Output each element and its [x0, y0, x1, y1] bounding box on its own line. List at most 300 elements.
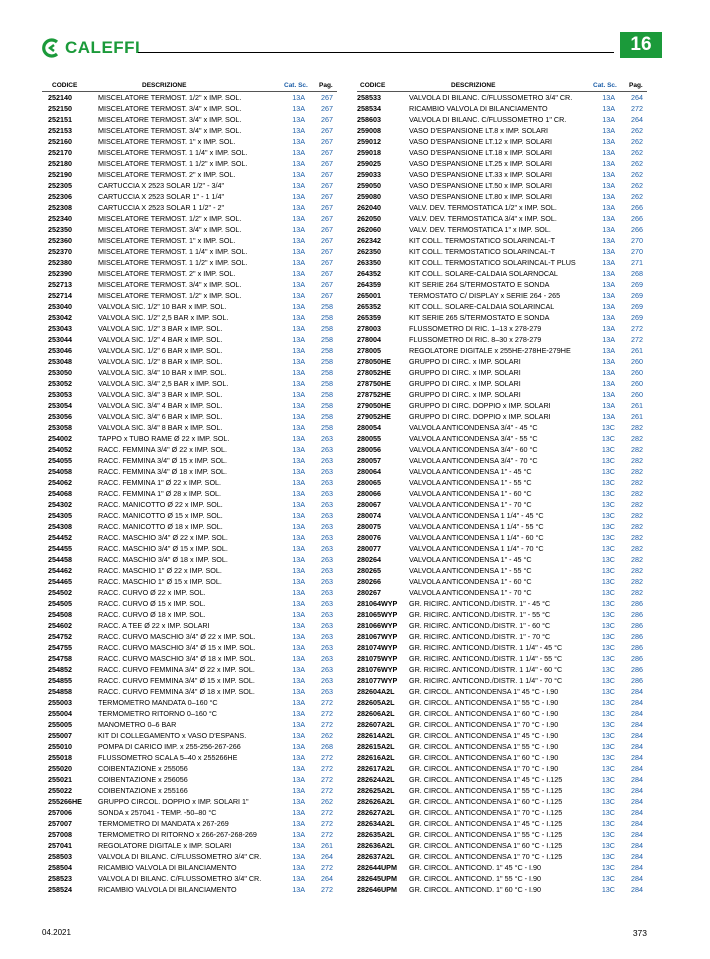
item-code: 262350	[357, 247, 381, 256]
item-code: 280075	[357, 522, 381, 531]
item-code: 257041	[48, 841, 72, 850]
item-category: 13C	[601, 808, 615, 817]
item-page: 261	[631, 346, 643, 355]
item-page: 284	[631, 786, 643, 795]
item-description: VALVOLA SIC. 1/2" 4 BAR x IMP. SOL.	[98, 335, 223, 344]
item-page: 258	[321, 346, 333, 355]
table-row	[357, 554, 647, 565]
table-row	[42, 840, 337, 851]
item-code: 252380	[48, 258, 72, 267]
item-category: 13A	[292, 236, 305, 245]
item-page: 263	[321, 467, 333, 476]
item-category: 13C	[601, 852, 615, 861]
item-code: 281074WYP	[357, 643, 398, 652]
item-category: 13A	[602, 225, 615, 234]
table-header	[42, 80, 337, 92]
table-row	[357, 807, 647, 818]
table-row	[42, 609, 337, 620]
item-code: 257008	[48, 830, 72, 839]
item-description: RACC. MASCHIO 1" Ø 15 x IMP. SOL.	[98, 577, 222, 586]
item-page: 272	[321, 885, 333, 894]
table-row	[42, 730, 337, 741]
item-page: 282	[631, 533, 643, 542]
item-page: 266	[631, 225, 643, 234]
item-category: 13A	[602, 269, 615, 278]
left-column-table	[42, 80, 337, 895]
item-code: 262040	[357, 203, 381, 212]
item-category: 13A	[292, 214, 305, 223]
item-page: 270	[631, 247, 643, 256]
header-page: Pag.	[319, 82, 333, 89]
item-code: 258524	[48, 885, 72, 894]
item-category: 13A	[292, 709, 305, 718]
table-row	[357, 664, 647, 675]
table-row	[42, 92, 337, 103]
item-description: GRUPPO DI CIRC. x IMP. SOLARI	[409, 379, 521, 388]
item-description: VALVOLA ANTICONDENSA 1" - 60 °C	[409, 489, 532, 498]
item-page: 267	[321, 247, 333, 256]
item-page: 272	[321, 753, 333, 762]
item-code: 252714	[48, 291, 72, 300]
item-description: GR. RICIRC. ANTICOND./DISTR. 1 1/4" - 45 °C	[409, 643, 563, 652]
item-category: 13A	[292, 258, 305, 267]
item-page: 284	[631, 698, 643, 707]
page-header	[42, 32, 662, 62]
item-category: 13C	[601, 676, 615, 685]
item-page: 262	[321, 797, 333, 806]
item-page: 262	[631, 137, 643, 146]
item-code: 264352	[357, 269, 381, 278]
item-page: 258	[321, 423, 333, 432]
table-row	[357, 367, 647, 378]
item-code: 282606A2L	[357, 709, 395, 718]
item-page: 267	[321, 236, 333, 245]
item-page: 282	[631, 423, 643, 432]
table-row	[357, 389, 647, 400]
item-code: 258503	[48, 852, 72, 861]
item-page: 282	[631, 456, 643, 465]
table-row	[357, 631, 647, 642]
item-code: 253042	[48, 313, 72, 322]
item-code: 255266HE	[48, 797, 82, 806]
item-category: 13C	[601, 621, 615, 630]
item-code: 255010	[48, 742, 72, 751]
item-category: 13A	[292, 137, 305, 146]
item-code: 282615A2L	[357, 742, 395, 751]
item-description: GRUPPO CIRCOL. DOPPIO x IMP. SOLARI 1"	[98, 797, 249, 806]
item-code: 265001	[357, 291, 381, 300]
item-page: 258	[321, 390, 333, 399]
item-category: 13C	[601, 775, 615, 784]
item-category: 13C	[601, 764, 615, 773]
item-code: 282645UPM	[357, 874, 397, 883]
table-row	[42, 345, 337, 356]
table-row	[357, 312, 647, 323]
item-category: 13A	[292, 786, 305, 795]
table-row	[357, 400, 647, 411]
item-code: 254752	[48, 632, 72, 641]
item-code: 282634A2L	[357, 819, 395, 828]
item-page: 282	[631, 555, 643, 564]
item-description: KIT COLL. TERMOSTATICO SOLARINCAL-T	[409, 247, 556, 256]
item-code: 259012	[357, 137, 381, 146]
item-page: 284	[631, 863, 643, 872]
table-row	[357, 708, 647, 719]
item-code: 254755	[48, 643, 72, 652]
table-row	[357, 686, 647, 697]
item-page: 272	[321, 775, 333, 784]
item-description: RACC. FEMMINA 3/4" Ø 18 x IMP. SOL.	[98, 467, 228, 476]
item-category: 13A	[292, 500, 305, 509]
item-page: 269	[631, 313, 643, 322]
table-row	[42, 477, 337, 488]
item-description: VALVOLA SIC. 3/4" 10 BAR x IMP. SOL.	[98, 368, 227, 377]
table-row	[357, 620, 647, 631]
item-code: 281064WYP	[357, 599, 398, 608]
table-row	[42, 708, 337, 719]
item-category: 13A	[292, 302, 305, 311]
item-code: 252180	[48, 159, 72, 168]
item-page: 269	[631, 291, 643, 300]
item-description: FLUSSOMETRO SCALA 5–40 x 255266HE	[98, 753, 238, 762]
item-code: 254452	[48, 533, 72, 542]
table-row	[357, 411, 647, 422]
item-code: 278004	[357, 335, 381, 344]
item-category: 13C	[601, 478, 615, 487]
item-page: 267	[321, 170, 333, 179]
item-category: 13A	[292, 533, 305, 542]
item-page: 263	[321, 687, 333, 696]
item-description: VALVOLA DI BILANC. C/FLUSSOMETRO 3/4" CR.	[98, 852, 262, 861]
item-code: 252160	[48, 137, 72, 146]
item-category: 13C	[601, 786, 615, 795]
item-category: 13C	[601, 500, 615, 509]
table-row	[42, 147, 337, 158]
item-page: 284	[631, 885, 643, 894]
item-page: 267	[321, 93, 333, 102]
item-description: VALVOLA SIC. 3/4" 2,5 BAR x IMP. SOL.	[98, 379, 229, 388]
item-page: 258	[321, 357, 333, 366]
table-row	[42, 466, 337, 477]
table-row	[42, 697, 337, 708]
item-category: 13A	[292, 852, 305, 861]
item-code: 252360	[48, 236, 72, 245]
item-description: RACC. CURVO MASCHIO 3/4" Ø 18 x IMP. SOL.	[98, 654, 256, 663]
table-row	[42, 125, 337, 136]
item-description: VALVOLA SIC. 3/4" 6 BAR x IMP. SOL.	[98, 412, 223, 421]
item-description: GRUPPO DI CIRC. x IMP. SOLARI	[409, 357, 521, 366]
item-page: 267	[321, 291, 333, 300]
item-code: 282636A2L	[357, 841, 395, 850]
item-description: RACC. MASCHIO 1" Ø 22 x IMP. SOL.	[98, 566, 222, 575]
item-page: 263	[321, 489, 333, 498]
item-code: 281066WYP	[357, 621, 398, 630]
table-row	[42, 884, 337, 895]
item-page: 286	[631, 610, 643, 619]
item-code: 282607A2L	[357, 720, 395, 729]
item-description: MISCELATORE TERMOST. 1" x IMP. SOL.	[98, 236, 236, 245]
item-description: GR. CIRCOL. ANTICONDENSA 1" 55 °C - I.125	[409, 786, 563, 795]
item-description: GR. CIRCOL. ANTICOND. 1" 45 °C - I.90	[409, 863, 542, 872]
item-code: 254058	[48, 467, 72, 476]
item-description: GR. RICIRC. ANTICOND./DISTR. 1" - 45 °C	[409, 599, 551, 608]
item-description: TERMOMETRO MANDATA 0–160 °C	[98, 698, 218, 707]
table-row	[357, 488, 647, 499]
table-row	[357, 279, 647, 290]
item-category: 13A	[292, 764, 305, 773]
item-category: 13A	[292, 511, 305, 520]
item-code: 278750HE	[357, 379, 391, 388]
item-category: 13A	[292, 445, 305, 454]
item-category: 13A	[602, 401, 615, 410]
item-page: 284	[631, 742, 643, 751]
item-code: 253054	[48, 401, 72, 410]
item-page: 267	[321, 115, 333, 124]
item-page: 263	[321, 632, 333, 641]
item-category: 13C	[601, 434, 615, 443]
item-page: 282	[631, 445, 643, 454]
item-page: 284	[631, 841, 643, 850]
table-row	[42, 400, 337, 411]
item-description: VALVOLA ANTICONDENSA 1 1/4" - 45 °C	[409, 511, 544, 520]
item-description: RACC. FEMMINA 3/4" Ø 22 x IMP. SOL.	[98, 445, 228, 454]
table-row	[357, 257, 647, 268]
item-page: 284	[631, 819, 643, 828]
item-category: 13C	[601, 610, 615, 619]
item-code: 278752HE	[357, 390, 391, 399]
item-description: MISCELATORE TERMOST. 1 1/2" x IMP. SOL.	[98, 159, 248, 168]
item-category: 13A	[292, 225, 305, 234]
item-description: GR. RICIRC. ANTICOND./DISTR. 1 1/4" - 70 °C	[409, 676, 563, 685]
item-category: 13A	[292, 720, 305, 729]
item-page: 272	[321, 819, 333, 828]
item-code: 281076WYP	[357, 665, 398, 674]
item-code: 278050HE	[357, 357, 391, 366]
item-category: 13A	[292, 687, 305, 696]
item-category: 13A	[292, 643, 305, 652]
item-page: 284	[631, 808, 643, 817]
item-category: 13A	[292, 368, 305, 377]
item-code: 254602	[48, 621, 72, 630]
item-page: 267	[321, 181, 333, 190]
item-category: 13A	[292, 731, 305, 740]
item-code: 280077	[357, 544, 381, 553]
item-category: 13C	[601, 643, 615, 652]
table-row	[42, 598, 337, 609]
table-row	[42, 631, 337, 642]
table-row	[42, 565, 337, 576]
item-page: 263	[321, 445, 333, 454]
item-page: 263	[321, 456, 333, 465]
item-description: RACC. CURVO FEMMINA 3/4" Ø 18 x IMP. SOL.	[98, 687, 255, 696]
item-category: 13A	[292, 555, 305, 564]
item-category: 13A	[292, 819, 305, 828]
table-row	[357, 653, 647, 664]
table-row	[42, 686, 337, 697]
item-description: MISCELATORE TERMOST. 1/2" x IMP. SOL.	[98, 93, 242, 102]
item-page: 258	[321, 324, 333, 333]
item-code: 252308	[48, 203, 72, 212]
item-category: 13A	[602, 313, 615, 322]
item-code: 255022	[48, 786, 72, 795]
table-row	[42, 587, 337, 598]
item-description: KIT COLL. TERMOSTATICO SOLARINCAL-T	[409, 236, 556, 245]
table-row	[357, 125, 647, 136]
item-page: 272	[321, 830, 333, 839]
item-page: 286	[631, 643, 643, 652]
table-row	[357, 587, 647, 598]
item-description: COIBENTAZIONE x 255166	[98, 786, 188, 795]
item-description: MISCELATORE TERMOST. 1 1/4" x IMP. SOL.	[98, 247, 248, 256]
item-page: 262	[321, 731, 333, 740]
item-description: TAPPO x TUBO RAME Ø 22 x IMP. SOL.	[98, 434, 230, 443]
table-row	[357, 158, 647, 169]
item-code: 252151	[48, 115, 72, 124]
item-code: 280076	[357, 533, 381, 542]
item-description: GR. CIRCOL. ANTICONDENSA 1" 60 °C - I.125	[409, 841, 563, 850]
table-row	[357, 818, 647, 829]
table-row	[357, 103, 647, 114]
item-page: 258	[321, 401, 333, 410]
header-description: DESCRIZIONE	[451, 82, 496, 89]
item-code: 280067	[357, 500, 381, 509]
item-category: 13A	[292, 775, 305, 784]
table-row	[357, 521, 647, 532]
item-page: 282	[631, 434, 643, 443]
item-page: 282	[631, 489, 643, 498]
table-row	[357, 345, 647, 356]
table-row	[42, 543, 337, 554]
item-code: 252190	[48, 170, 72, 179]
item-description: KIT COLL. SOLARE-CALDAIA SOLARINCAL	[409, 302, 555, 311]
table-row	[357, 884, 647, 895]
item-page: 261	[631, 401, 643, 410]
table-row	[42, 202, 337, 213]
item-code: 253043	[48, 324, 72, 333]
table-row	[42, 675, 337, 686]
item-code: 282625A2L	[357, 786, 395, 795]
item-description: GR. CIRCOL. ANTICONDENSA 1" 45 °C - I.125	[409, 775, 563, 784]
item-page: 282	[631, 588, 643, 597]
item-description: VALVOLA SIC. 3/4" 4 BAR x IMP. SOL.	[98, 401, 223, 410]
item-category: 13A	[602, 346, 615, 355]
item-category: 13A	[292, 423, 305, 432]
item-page: 268	[321, 742, 333, 751]
item-category: 13C	[601, 456, 615, 465]
item-category: 13A	[602, 280, 615, 289]
item-page: 267	[321, 225, 333, 234]
item-page: 286	[631, 599, 643, 608]
item-code: 259080	[357, 192, 381, 201]
item-code: 280264	[357, 555, 381, 564]
item-category: 13A	[292, 665, 305, 674]
item-page: 262	[631, 159, 643, 168]
item-code: 252306	[48, 192, 72, 201]
item-category: 13A	[292, 874, 305, 883]
item-description: RICAMBIO VALVOLA DI BILANCIAMENTO	[98, 885, 237, 894]
table-row	[42, 334, 337, 345]
item-category: 13A	[602, 181, 615, 190]
item-category: 13C	[601, 841, 615, 850]
item-description: GR. CIRCOL. ANTICONDENSA 1" 55 °C - I.125	[409, 830, 563, 839]
item-code: 255003	[48, 698, 72, 707]
item-code: 254758	[48, 654, 72, 663]
item-description: KIT SERIE 265 S/TERMOSTATO E SONDA	[409, 313, 550, 322]
item-page: 284	[631, 797, 643, 806]
table-row	[42, 785, 337, 796]
item-page: 258	[321, 302, 333, 311]
item-page: 282	[631, 566, 643, 575]
header-cat: Cat. Sc.	[593, 82, 617, 89]
item-description: GR. CIRCOL. ANTICONDENSA 1" 60 °C - I.125	[409, 797, 563, 806]
table-row	[42, 862, 337, 873]
item-code: 258523	[48, 874, 72, 883]
item-category: 13A	[292, 412, 305, 421]
item-category: 13C	[601, 687, 615, 696]
item-category: 13A	[602, 214, 615, 223]
item-description: GR. CIRCOL. ANTICOND. 1" 55 °C - I.90	[409, 874, 542, 883]
table-row	[357, 840, 647, 851]
item-page: 284	[631, 687, 643, 696]
item-description: MISCELATORE TERMOST. 1 1/2" x IMP. SOL.	[98, 258, 248, 267]
item-category: 13A	[292, 313, 305, 322]
item-page: 272	[631, 324, 643, 333]
item-page: 268	[631, 269, 643, 278]
page-number: 373	[632, 928, 647, 938]
item-category: 13A	[292, 203, 305, 212]
table-row	[357, 224, 647, 235]
table-row	[42, 851, 337, 862]
item-page: 263	[321, 478, 333, 487]
table-row	[357, 785, 647, 796]
item-code: 252390	[48, 269, 72, 278]
table-row	[357, 213, 647, 224]
item-page: 286	[631, 676, 643, 685]
table-row	[42, 279, 337, 290]
item-description: COIBENTAZIONE x 256056	[98, 775, 188, 784]
item-page: 258	[321, 335, 333, 344]
item-code: 282604A2L	[357, 687, 395, 696]
item-description: GR. CIRCOL. ANTICONDENSA 1" 45 °C - I.125	[409, 819, 563, 828]
item-page: 262	[631, 148, 643, 157]
item-category: 13C	[601, 489, 615, 498]
item-page: 263	[321, 588, 333, 597]
item-description: VASO D'ESPANSIONE LT.18 x IMP. SOLARI	[409, 148, 553, 157]
item-page: 263	[321, 665, 333, 674]
item-page: 263	[321, 676, 333, 685]
table-row	[42, 301, 337, 312]
item-code: 278005	[357, 346, 381, 355]
header-page: Pag.	[629, 82, 643, 89]
table-row	[357, 455, 647, 466]
item-category: 13A	[602, 104, 615, 113]
item-page: 258	[321, 412, 333, 421]
item-page: 267	[321, 137, 333, 146]
table-row	[357, 92, 647, 103]
item-code: 253052	[48, 379, 72, 388]
item-description: GRUPPO DI CIRC. DOPPIO x IMP. SOLARI	[409, 412, 551, 421]
item-code: 255018	[48, 753, 72, 762]
item-description: RACC. CURVO Ø 15 x IMP. SOL.	[98, 599, 206, 608]
item-page: 284	[631, 720, 643, 729]
item-page: 272	[321, 764, 333, 773]
item-description: GR. RICIRC. ANTICOND./DISTR. 1" - 55 °C	[409, 610, 551, 619]
item-category: 13A	[602, 159, 615, 168]
header-description: DESCRIZIONE	[142, 82, 187, 89]
item-page: 271	[631, 258, 643, 267]
item-code: 255004	[48, 709, 72, 718]
table-row	[42, 378, 337, 389]
